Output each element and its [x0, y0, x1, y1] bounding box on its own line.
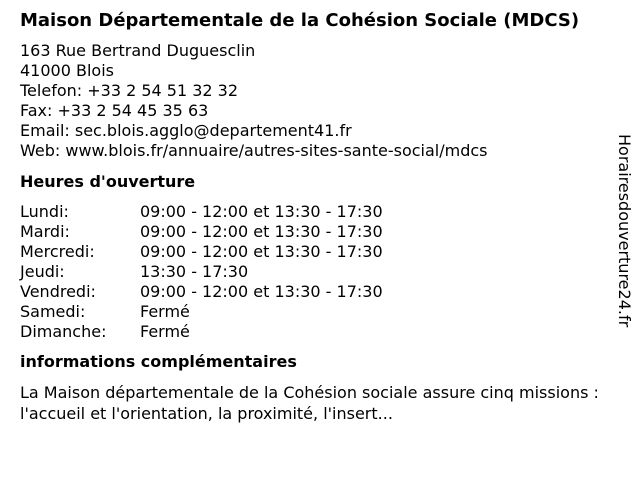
day-label: Lundi: — [20, 202, 69, 221]
time-value: 13:30 - 17:30 — [140, 262, 249, 281]
day-label: Mercredi: — [20, 242, 95, 261]
time-value: Fermé — [140, 322, 190, 341]
hours-row-friday — [20, 282, 600, 302]
additional-info-heading: informations complémentaires — [20, 352, 297, 371]
hours-row-sunday — [20, 322, 600, 342]
hours-row-saturday — [20, 302, 600, 322]
time-value: 09:00 - 12:00 et 13:30 - 17:30 — [140, 202, 383, 221]
day-label: Jeudi: — [20, 262, 65, 281]
address-block — [20, 41, 600, 161]
time-value: 09:00 - 12:00 et 13:30 - 17:30 — [140, 242, 383, 261]
city-address: 41000 Blois — [20, 61, 114, 80]
time-value: Fermé — [140, 302, 190, 321]
website-url: Web: www.blois.fr/annuaire/autres-sites-sante-social/mdcs — [20, 141, 488, 160]
hours-row-tuesday — [20, 222, 600, 242]
opening-hours-heading: Heures d'ouverture — [20, 172, 196, 191]
hours-row-thursday — [20, 262, 600, 282]
listing-card — [20, 10, 600, 424]
opening-hours-table — [20, 202, 600, 342]
fax-number: Fax: +33 2 54 45 35 63 — [20, 101, 209, 120]
phone-number: Telefon: +33 2 54 51 32 32 — [20, 81, 239, 100]
hours-row-monday — [20, 202, 600, 222]
time-value: 09:00 - 12:00 et 13:30 - 17:30 — [140, 282, 383, 301]
additional-info-text: La Maison départementale de la Cohésion sociale assure cinq missions : l'accueil et l'orientation, la proximité, l'insert... — [20, 383, 599, 423]
day-label: Mardi: — [20, 222, 70, 241]
page-title: Maison Départementale de la Cohésion Sociale (MDCS) — [20, 10, 580, 31]
time-value: 09:00 - 12:00 et 13:30 - 17:30 — [140, 222, 383, 241]
day-label: Samedi: — [20, 302, 86, 321]
day-label: Vendredi: — [20, 282, 96, 301]
watermark-text: Horairesdouverture24.fr — [615, 134, 634, 328]
email-address: Email: sec.blois.agglo@departement41.fr — [20, 121, 352, 140]
day-label: Dimanche: — [20, 322, 107, 341]
hours-row-wednesday — [20, 242, 600, 262]
street-address: 163 Rue Bertrand Duguesclin — [20, 41, 256, 60]
